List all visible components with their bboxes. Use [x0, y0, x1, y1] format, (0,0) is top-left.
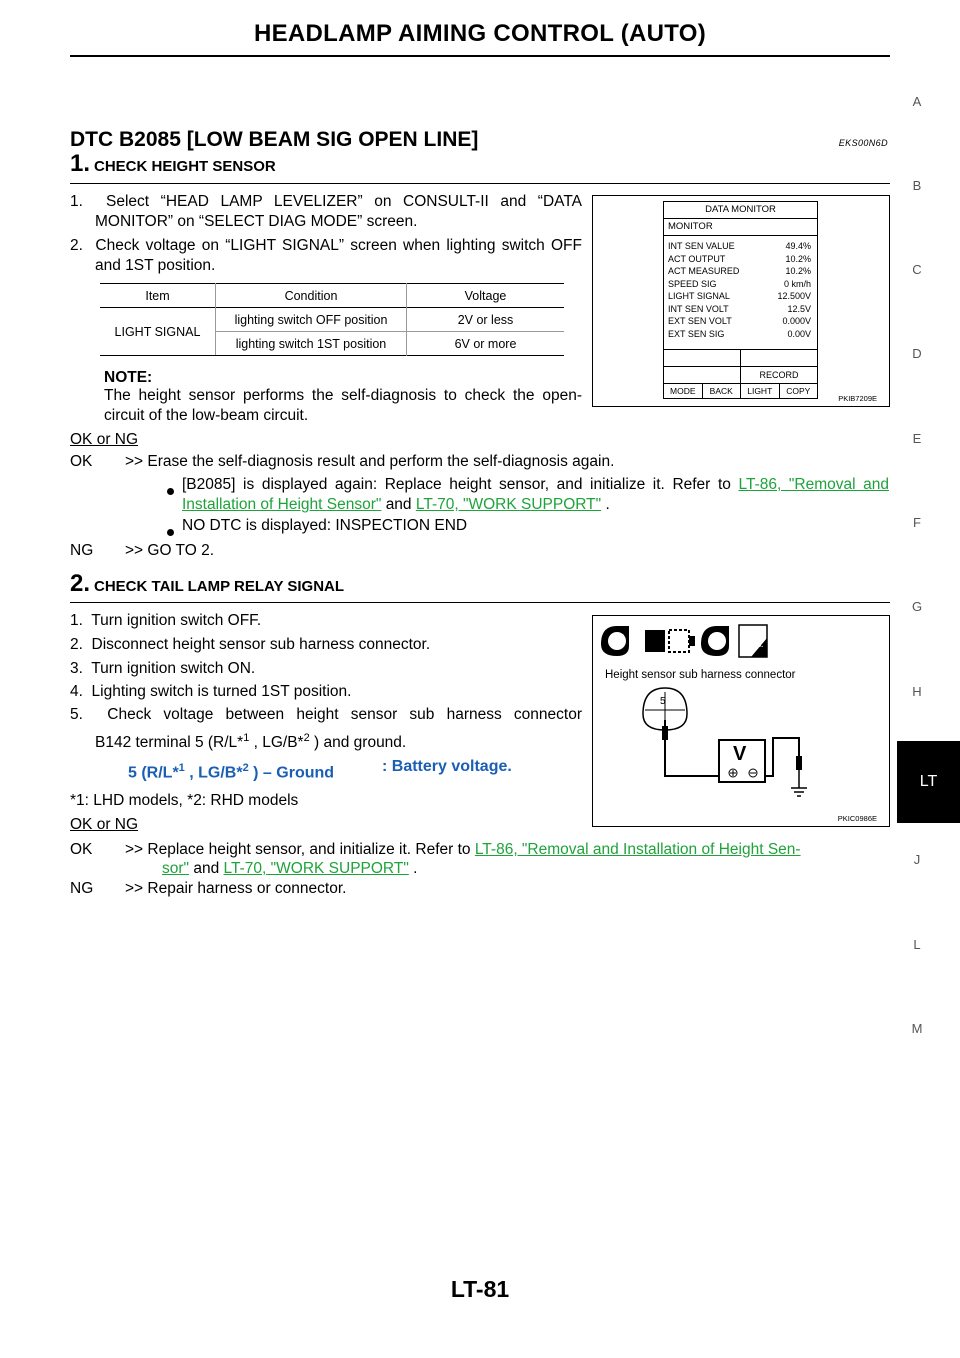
- table-header-condition: Condition: [216, 284, 407, 308]
- step1-ok-bullet-1: [B2085] is displayed again: Replace height sensor, and initialize it. Refer to LT-86, "Removal and Installation of Height Sensor" and LT-70, "WORK SUPPORT" .: [182, 476, 889, 513]
- step1-ng-label: NG: [70, 542, 94, 559]
- icon-on-label: ON: [710, 635, 722, 644]
- step2-ok-ng-label: OK or NG: [70, 816, 139, 833]
- copy-button[interactable]: COPY: [786, 386, 811, 396]
- voltage-spec-value: : Battery voltage.: [382, 758, 512, 775]
- ts-icon: [739, 625, 767, 657]
- mode-button[interactable]: MODE: [664, 384, 703, 399]
- harness-figure-svg: [593, 616, 889, 826]
- harness-connector-figure: [592, 615, 890, 827]
- step2-ng-label: NG: [70, 880, 94, 897]
- side-index-b[interactable]: B: [912, 178, 922, 193]
- side-index-l[interactable]: L: [913, 937, 921, 952]
- step2-item-4: 4. Lighting switch is turned 1ST position.: [70, 683, 352, 700]
- table-cell-voltage: 6V or more: [407, 332, 565, 356]
- voltage-table: [100, 283, 564, 356]
- monitor-title: DATA MONITOR: [664, 202, 817, 219]
- step2-number: 2.: [70, 570, 91, 597]
- terminal-number: 5: [660, 696, 666, 707]
- harness-figure-code: PKIC0986E: [837, 814, 877, 823]
- step2-footnote: *1: LHD models, *2: RHD models: [70, 792, 299, 809]
- step1-rule: [70, 183, 890, 184]
- voltage-spec-terminal: 5 (R/L*$^1$ , LG/B*$^2$ ) – Ground: [128, 762, 335, 782]
- link-lt86-removal[interactable]: LT-86, "Removal and Installation of Height Sen-: [474, 841, 801, 858]
- page-header-title: HEADLAMP AIMING CONTROL (AUTO): [253, 20, 707, 47]
- step2-ok-label: OK: [70, 841, 93, 858]
- step1-heading: [70, 150, 276, 178]
- back-button[interactable]: BACK: [703, 384, 742, 399]
- side-index-m[interactable]: M: [911, 1021, 923, 1036]
- table-cell-voltage: 2V or less: [407, 308, 565, 332]
- monitor-screen: [663, 201, 818, 399]
- table-cell-item: LIGHT SIGNAL: [100, 308, 216, 356]
- step2-title: CHECK TAIL LAMP RELAY SIGNAL: [94, 578, 345, 595]
- table-cell-condition: lighting switch OFF position: [216, 308, 407, 332]
- step2-item-5a: 5. Check voltage between height sensor sub harness connector: [70, 706, 582, 723]
- monitor-button-row: [664, 384, 817, 399]
- step1-title: CHECK HEIGHT SENSOR: [94, 158, 276, 175]
- bullet-icon: [167, 482, 174, 500]
- step2-item-3: 3. Turn ignition switch ON.: [70, 660, 256, 677]
- link-lt86-removal[interactable]: LT-86, "Removal and Installation of Height Sensor": [182, 476, 889, 513]
- step2-item-5b: B142 terminal 5 (R/L*$^1$ , LG/B*$^2$ ) and ground.: [95, 732, 407, 752]
- monitor-row: INT SEN VOLT 12.5V: [668, 303, 811, 314]
- side-index-lt-tab[interactable]: LT: [897, 741, 960, 823]
- voltmeter-label: V: [733, 743, 747, 765]
- page-number: LT-81: [450, 1276, 510, 1302]
- step1-number: 1.: [70, 150, 91, 177]
- note-text: The height sensor performs the self-diagnosis to check the open-circuit of the low-beam circuit.: [104, 387, 582, 424]
- connector-disconnect-icon: [645, 630, 695, 652]
- step2-item-2: 2. Disconnect height sensor sub harness connector.: [70, 636, 431, 653]
- link-lt70-work-support[interactable]: LT-70, "WORK SUPPORT": [415, 496, 602, 513]
- monitor-row: LIGHT SIGNAL 12.500V: [668, 291, 811, 301]
- step1-item-1: 1. Select “HEAD LAMP LEVELIZER” on CONSULT-II and “DATA MONITOR” on “SELECT DIAG MODE” screen.: [70, 193, 582, 230]
- step2-heading: [70, 570, 344, 598]
- bullet-icon: [167, 523, 174, 541]
- side-index-e[interactable]: E: [912, 431, 922, 446]
- side-index-d[interactable]: D: [912, 346, 922, 361]
- monitor-figure-code: PKIB7209E: [838, 394, 877, 403]
- monitor-row: EXT SEN SIG 0.00V: [668, 328, 811, 339]
- link-lt86-removal-cont[interactable]: sor": [162, 860, 190, 877]
- step2-ng-text: >> Repair harness or connector.: [125, 880, 347, 897]
- step1-ok-bullet-2: NO DTC is displayed: INSPECTION END: [182, 517, 468, 534]
- monitor-blank-row: [664, 350, 817, 367]
- step1-item-2: 2. Check voltage on “LIGHT SIGNAL” screen when lighting switch OFF and 1ST position.: [70, 237, 582, 274]
- section-title: DTC B2085 [LOW BEAM SIG OPEN LINE]: [70, 128, 479, 151]
- note-label: NOTE:: [104, 369, 153, 386]
- monitor-row: SPEED SIG 0 km/h: [668, 278, 811, 289]
- monitor-record-row: [664, 367, 817, 384]
- step1-ok-label: OK: [70, 453, 93, 470]
- monitor-row: ACT MEASURED 10.2%: [668, 266, 811, 276]
- side-index-a[interactable]: A: [912, 94, 922, 109]
- monitor-row: EXT SEN VOLT 0.000V: [668, 316, 811, 326]
- header-rule: [70, 55, 890, 57]
- monitor-values: [664, 236, 817, 350]
- step2-rule: [70, 602, 890, 603]
- step2-item-1: 1. Turn ignition switch OFF.: [70, 612, 262, 629]
- step1-ok-ng-label: OK or NG: [70, 431, 139, 448]
- table-header-item: Item: [145, 288, 170, 303]
- section-code: EKS00N6D: [838, 138, 888, 148]
- harness-caption: Height sensor sub harness connector: [605, 669, 796, 681]
- step2-ok-text-cont: sor" and LT-70, "WORK SUPPORT" .: [162, 860, 418, 877]
- side-index-j[interactable]: J: [913, 852, 921, 867]
- side-index-h[interactable]: H: [912, 684, 922, 699]
- monitor-subtitle: MONITOR: [664, 219, 817, 236]
- side-index-c[interactable]: C: [912, 262, 922, 277]
- light-button[interactable]: LIGHT: [741, 384, 780, 399]
- side-index-f[interactable]: F: [913, 515, 921, 530]
- icon-off-label: OFF: [607, 632, 627, 647]
- step1-ok-text: >> Erase the self-diagnosis result and perform the self-diagnosis again.: [125, 453, 615, 470]
- monitor-row: INT SEN VALUE 49.4%: [668, 241, 811, 251]
- record-button[interactable]: RECORD: [759, 370, 799, 380]
- table-header-voltage: Voltage: [407, 284, 565, 308]
- icon-ts-label: T.S.: [751, 642, 764, 649]
- table-cell-condition: lighting switch 1ST position: [216, 332, 407, 356]
- step1-ng-text: >> GO TO 2.: [125, 542, 215, 559]
- data-monitor-figure: [592, 195, 890, 407]
- side-index-g[interactable]: G: [911, 599, 923, 614]
- step2-ok-text: >> Replace height sensor, and initialize it. Refer to LT-86, "Removal and Installation of Height Sen-: [125, 841, 801, 858]
- monitor-row: ACT OUTPUT 10.2%: [668, 253, 811, 264]
- link-lt70-work-support[interactable]: LT-70, "WORK SUPPORT": [223, 860, 409, 877]
